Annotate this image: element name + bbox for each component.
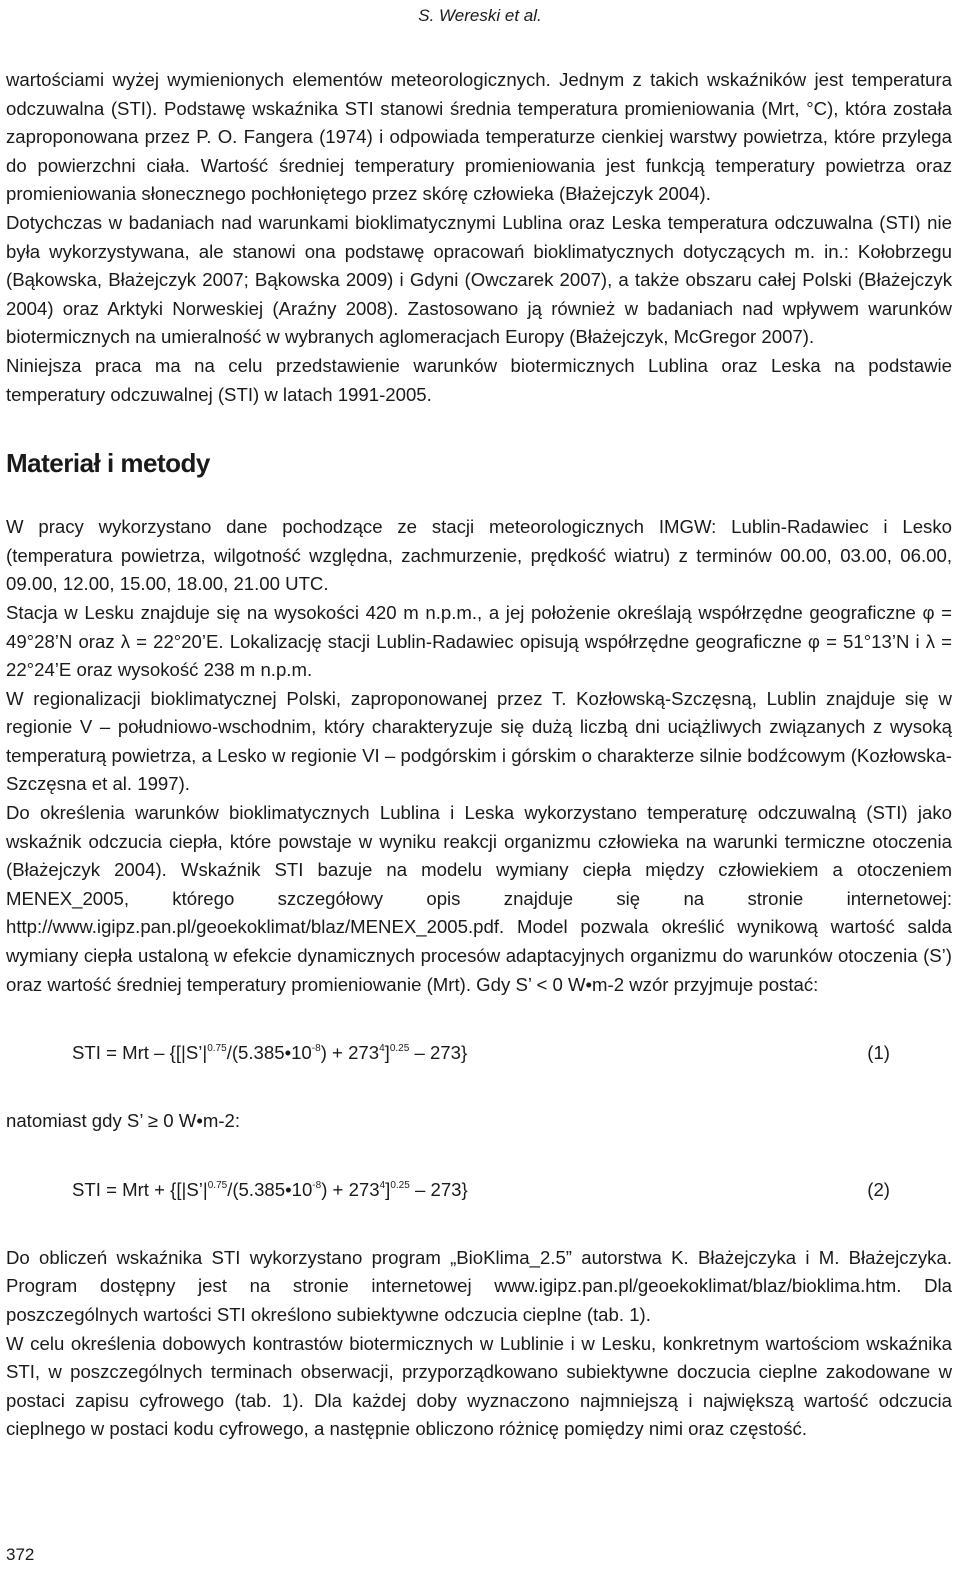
eq-text: ]: [385, 1178, 391, 1200]
paragraph: W celu określenia dobowych kontrastów biotermicznych w Lublinie i w Lesku, konkretnym wartościom wskaźnika STI, w poszczególnych terminach obserwacji, przyporządkowano subiektywne doczucia cieplne zakodowane w postaci zapisu cyfrowego (tab. 1). Dla każdej doby wyznaczono najmniejszą i największą wartość odczucia cieplnego w postaci kodu cyfrowego, a następnie obliczono różnicę pomiędzy nimi oraz częstość.: [6, 1332, 952, 1440]
eq-text: STI = Mrt + {[|S’|: [72, 1178, 208, 1200]
paragraph: Niniejsza praca ma na celu przedstawienie warunków biotermicznych Lublina oraz Leska na podstawie temperatury odczuwalnej (STI) w latach 1991-2005.: [6, 354, 952, 405]
equation-number: (1): [867, 1042, 890, 1064]
paragraph: Dotychczas w badaniach nad warunkami bioklimatycznymi Lublina oraz Leska temperatura odczuwalna (STI) nie była wykorzystywana, ale stanowi ona podstawę opracowań bioklimatycznych dotyczących m. in.: Kołobrzegu (Bąkowska, Błażejczyk 2007; Bąkowska 2009) i Gdyni (Owczarek 2007), a także obszaru całej Polski (Błażejczyk 2004) oraz Arktyki Norweskiej (Araźny 2008). Zastosowano ją również w badaniach nad wpływem warunków biotermicznych na umieralność w wybranych aglomeracjach Europy (Błażejczyk, McGregor 2007).: [6, 211, 952, 348]
eq-text: ]: [384, 1042, 390, 1064]
eq-superscript: 4: [379, 1043, 385, 1055]
paragraph: natomiast gdy S’ ≥ 0 W•m-2:: [6, 1110, 241, 1132]
equation-formula: [72, 1176, 468, 1204]
eq-text: ) + 273: [320, 1042, 380, 1064]
page-number: 372: [6, 1545, 35, 1564]
eq-text: STI = Mrt – {[|S’|: [72, 1042, 208, 1064]
equation-1: [6, 1039, 952, 1067]
paragraph: W pracy wykorzystano dane pochodzące ze stacji meteorologicznych IMGW: Lublin-Radawiec i Lesko (temperatura powietrza, wilgotność względna, zachmurzenie, prędkość wiatru) z terminów 00.00, 03.00, 06.00, 09.00, 12.00, 15.00, 18.00, 21.00 UTC.: [6, 516, 952, 595]
section-heading: Materiał i metody: [6, 448, 210, 479]
eq-text: /(5.385•10: [227, 1178, 313, 1200]
eq-text: ) + 273: [321, 1178, 380, 1200]
eq-text: – 273}: [409, 1042, 468, 1064]
eq-text: /(5.385•10: [226, 1042, 312, 1064]
eq-superscript: 0.75: [207, 1043, 227, 1055]
equation-number: (2): [867, 1178, 890, 1200]
equation-2: [6, 1176, 952, 1204]
paragraph: Do określenia warunków bioklimatycznych Lublina i Leska wykorzystano temperaturę odczuwalną (STI) jako wskaźnik odczucia ciepła, które powstaje w wyniku reakcji organizmu człowieka na warunki termiczne otoczenia (Błażejczyk 2004). Wskaźnik STI bazuje na modelu wymiany ciepła między człowiekiem a otoczeniem MENEX_2005, którego szczegółowy opis znajduje się na stronie internetowej: http://www.igipz.pan.pl/geoekoklimat/blaz/MENEX_2005.pdf. Model pozwala określić wynikową wartość salda wymiany ciepła ustaloną w efekcie dynamicznych procesów adaptacyjnych organizmu do warunków otoczenia (S’) oraz wartość średniej temperatury promieniowanie (Mrt). Gdy S’ < 0 W•m-2 wzór przyjmuje postać:: [6, 802, 952, 995]
eq-superscript: -8: [312, 1179, 322, 1191]
paragraph: Do obliczeń wskaźnika STI wykorzystano program „BioKlima_2.5” autorstwa K. Błażejczyka i M. Błażejczyka. Program dostępny jest na stronie internetowej www.igipz.pan.pl/geoekoklimat/blaz/bioklima.htm. Dla poszczególnych wartości STI określono subiektywne odczucia cieplne (tab. 1).: [6, 1246, 952, 1325]
paragraph: W regionalizacji bioklimatycznej Polski, zaproponowanej przez T. Kozłowską-Szczęsną, Lublin znajduje się w regionie V – południowo-wschodnim, który charakteryzuje się dużą liczbą dni uciążliwych związanych z wysoką temperaturą powietrza, a Lesko w regionie VI – podgórskim i górskim o charakterze silnie bodźcowym (Kozłowska-Szczęsna et al. 1997).: [6, 687, 952, 795]
eq-superscript: 4: [379, 1179, 386, 1191]
equation-formula: [72, 1039, 467, 1067]
running-head: S. Wereski et al.: [418, 6, 542, 25]
eq-superscript: 0.25: [389, 1043, 410, 1055]
eq-superscript: -8: [311, 1043, 321, 1055]
eq-superscript: 0.75: [207, 1179, 228, 1191]
eq-superscript: 0.25: [390, 1179, 410, 1191]
article-body: [6, 66, 952, 1444]
eq-text: – 273}: [409, 1178, 468, 1200]
paragraph: Stacja w Lesku znajduje się na wysokości 420 m n.p.m., a jej położenie określają współrzędne geograficzne φ = 49°28’N oraz λ = 22°20’E. Lokalizację stacji Lublin-Radawiec opisują współrzędne geograficzne φ = 51°13’N i λ = 22°24’E oraz wysokość 238 m n.p.m.: [6, 601, 952, 681]
paragraph: wartościami wyżej wymienionych elementów meteorologicznych. Jednym z takich wskaźników jest temperatura odczuwalna (STI). Podstawę wskaźnika STI stanowi średnia temperatura promieniowania (Mrt, °C), która została zaproponowana przez P. O. Fangera (1974) i odpowiada temperaturze cienkiej warstwy powietrza, które przylega do powierzchni ciała. Wartość średniej temperatury promieniowania jest funkcją temperatury powietrza oraz promieniowania słonecznego pochłoniętego przez skórę człowieka (Błażejczyk 2004).: [6, 69, 952, 205]
